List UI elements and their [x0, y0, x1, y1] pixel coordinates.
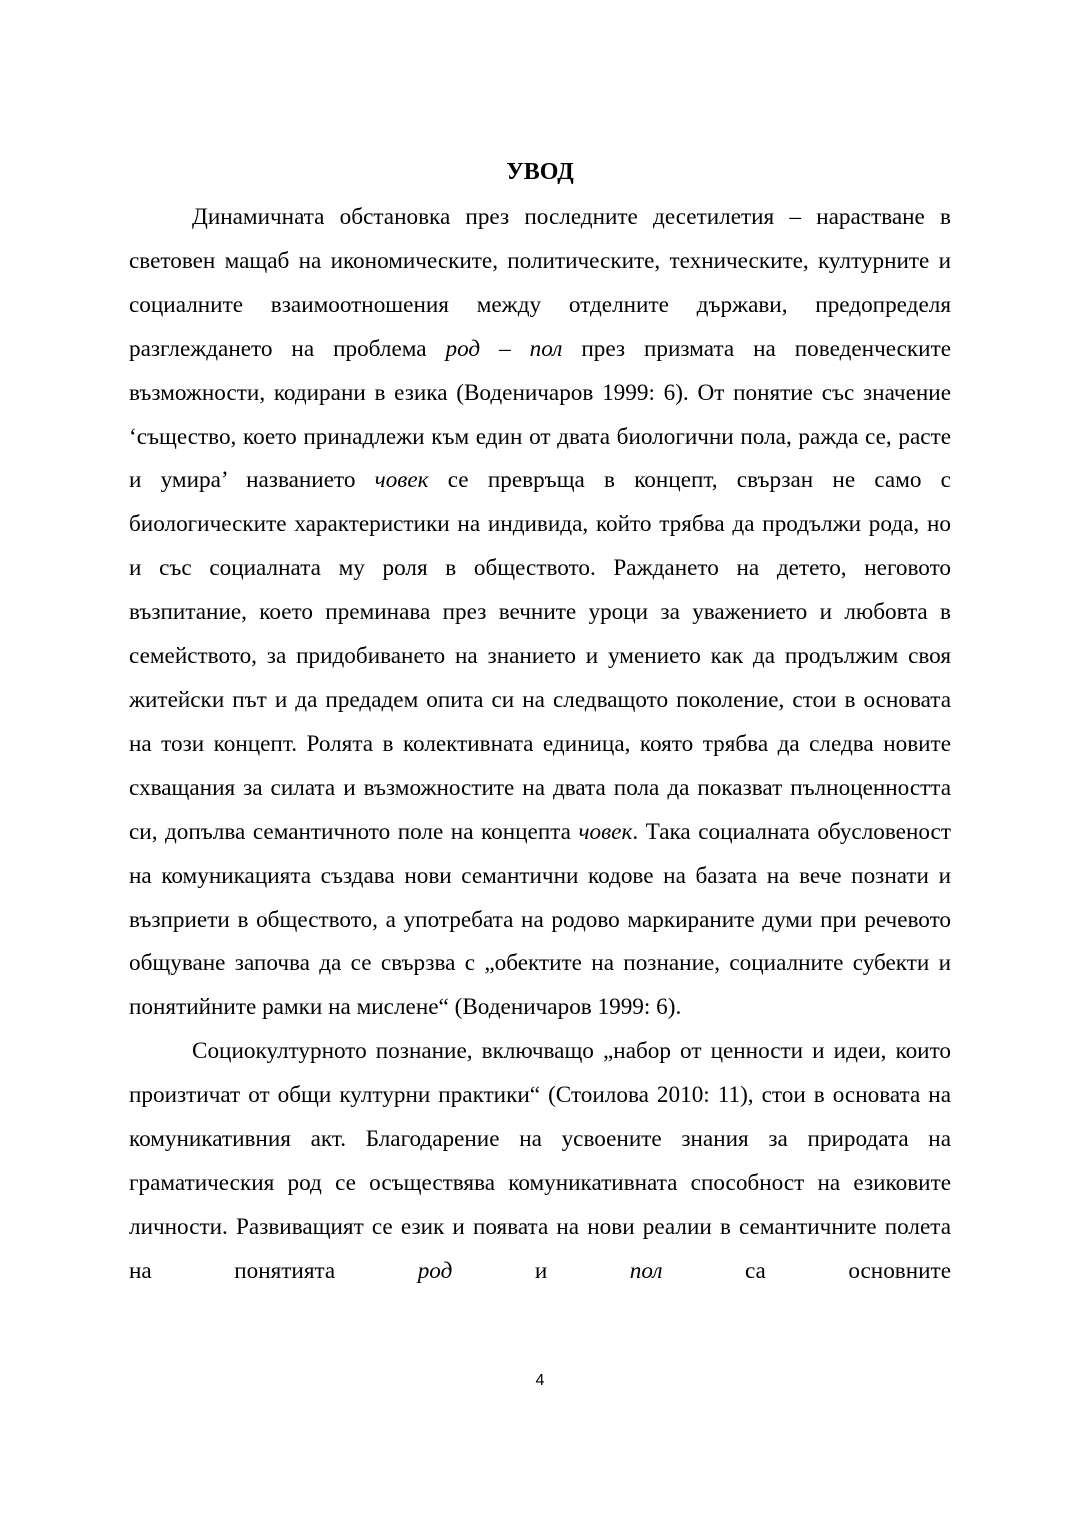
italic-term: род [417, 1257, 453, 1284]
text-segment: се превръща в концепт, свързан не само с биологическите характеристики на индивида, който трябва да продължи рода, но и със социалната му роля в обществото. Раждането на детето, неговото възпитание, което преминава през вечните уроци за уважението и любовта в семейството, за придобиването на знанието и умението как да продължим своя житейски път и да предадем опита си на следващото поколение, стои в основата на този концепт. Ролята в колективната единица, която трябва да следва новите схващания за силата и възможностите на двата пола да показват пълноценността си, допълва семантичното поле на концепта [129, 467, 951, 845]
italic-term: пол [629, 1257, 663, 1284]
paragraph-2 [129, 1030, 951, 1293]
italic-term: род [445, 335, 481, 362]
text-segment: . Така социалната обусловеност на комуникацията създава нови семантични кодове на базата на вече познати и възприети в обществото, а употребата на родово маркираните думи при речевото общуване започва да се свързва с „обектите на познание, социалните субекти и понятийните рамки на мислене“ (Воденичаров 1999: 6). [129, 818, 951, 1021]
page-title: УВОД [506, 159, 574, 185]
italic-term: човек [578, 818, 633, 845]
body-text [129, 196, 951, 1294]
text-segment: Динамичната обстановка през последните десетилетия – нарастване в световен мащаб на икономическите, политическите, техническите, културните и социалните взаимоотношения между отделните държави, предопределя разглеждането на проблема [129, 204, 951, 362]
text-segment: Социокултурното познание, включващо „набор от ценности и идеи, които произтичат от общи културни практики“ (Стоилова 2010: 11), стои в основата на комуникативния акт. Благодарение на усвоените знания за природата на граматическия род се осъществява комуникативната способност на езиковите личности. Развиващият се език и появата на нови реалии в семантичните полета на понятията [129, 1038, 951, 1284]
page-number: 4 [535, 1372, 545, 1389]
text-segment: и [452, 1257, 630, 1284]
text-segment: са основните [662, 1257, 951, 1284]
text-segment: – [480, 335, 530, 362]
italic-term: пол [529, 335, 563, 362]
paragraph-1 [129, 196, 951, 1030]
italic-term: човек [374, 467, 429, 494]
text-segment: през призмата на поведенческите възможности, кодирани в езика (Воденичаров 1999: 6). От понятие със значение ‘същество, което принадлежи към един от двата биологични пола, ражда се, расте и умира’ названието [129, 335, 951, 494]
